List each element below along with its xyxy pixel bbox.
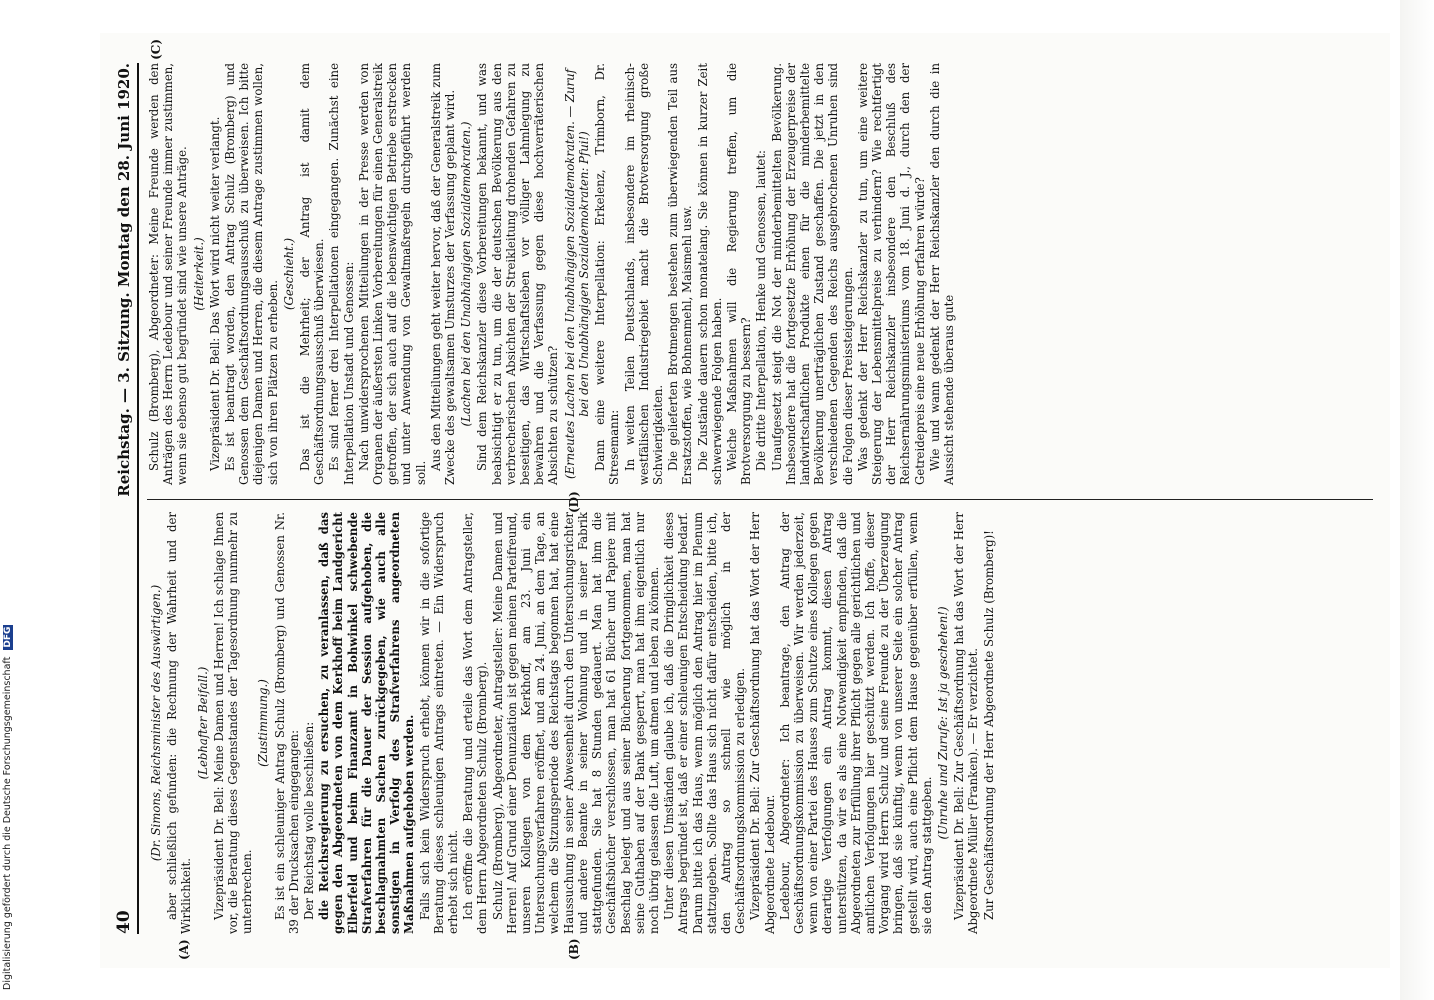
paragraph: Ledebour, Abgeordneter: Ich beantrage, den Antrag der Geschäftsordnungskommission zu überweisen. Wir werden jederzeit, wenn von einer Partei des Hauses zum Schutze eines Kollegen gegen derartige Verfolgungen ein Antrag kommt, diesen Antrag unterstützen, da wir es als eine Notwendigkeit empfinden, daß die Abgeordneten zur Erfüllung ihrer Pflicht gegen alle gerichtlichen und amtlichen Verfolgungen hier geschützt werden. Ich hoffe, dieser Vorgang wird Herrn Schulz und seine Freunde zu der Überzeugung bringen, daß sie künftig, wenn von unserer Seite ein solcher Antrag gestellt wird, auch eine Pflicht dem Hause gegenüber erfüllen, wenn sie den Antrag stattgeben.: [777, 512, 934, 934]
paragraph: Falls sich kein Widerspruch erhebt, können wir in die sofortige Beratung dieses schleunigen Antrags eintreten. — Ein Widerspruch erhebt sich nicht.: [417, 512, 461, 934]
margin-mark-a: (A): [177, 939, 191, 960]
paragraph: Unter diesen Umständen glaube ich, daß die Dringlichkeit dieses Antrags begründet ist, daß er einer schleunigen Entscheidung bedarf. Darum bitte ich das Haus, wenn möglich den Antrag hier im Plenum stattzugeben. Sollte das Haus sich nicht dafür entscheiden, bitte ich, den Antrag so schnell wie möglich in der Geschäftsordnungskommission zu erledigen.: [662, 512, 748, 934]
paragraph: Schulz (Bromberg), Abgeordneter: Meine Freunde werden den Anträgen des Herrn Ledebour und seiner Freunde immer zustimmen, wenn sie ebenso gut begründet sind wie unsere Anträge.: [147, 63, 190, 485]
paragraph: Die gelieferten Brotmengen bestehen zum überwiegenden Teil aus Ersatzstoffen, wie Bohnenmehl, Maismehl usw.: [666, 63, 695, 485]
document-page: [100, 33, 1390, 968]
paragraph: (Dr. Simons, Reichsminister des Auswärtigen.): [149, 584, 163, 862]
paragraph: (Lebhafter Beifall.): [195, 666, 210, 780]
paragraph: Vizepräsident Dr. Bell: Das Wort wird nicht weiter verlangt.: [207, 116, 222, 471]
paragraph: Aus den Mitteilungen geht weiter hervor, daß der Generalstreik zum Zwecke des gewaltsamen Umsturzes der Verfassung geplant wird.: [428, 63, 458, 485]
scan-edge: [1400, 0, 1434, 1000]
paragraph: Der Reichstag wolle beschließen:: [302, 721, 317, 920]
page-number: 40: [114, 910, 134, 934]
paragraph: Zur Geschäftsordnung der Herr Abgeordnete Schulz (Bromberg)!: [981, 530, 996, 920]
paragraph: (Zustimmung.): [256, 679, 271, 767]
left-column-body: [149, 512, 996, 934]
paragraph: Wie und wann gedenkt der Herr Reichskanzler den durch die in Aussicht stehende überaus gute: [927, 63, 956, 485]
dfg-credit: [2, 625, 13, 990]
paragraph: Die Zustände dauern schon monatelang. Sie können in kurzer Zeit schwerwiegende Folgen haben.: [695, 63, 724, 485]
paragraph: aber schließlich gefunden: die Rechnung der Wahrheit und der Wirklichkeit.: [165, 512, 194, 934]
paragraph: Es ist ein schleuniger Antrag Schulz (Bromberg) und Genossen Nr. 39 der Drucksachen eingegangen:: [272, 512, 301, 934]
text-columns: [147, 39, 1373, 960]
paragraph: (Heiterkeit.): [191, 237, 206, 311]
paragraph: (Lachen bei den Unabhängigen Sozialdemokraten.): [459, 121, 474, 427]
paragraph: Dann eine weitere Interpellation: Erkelenz, Trimborn, Dr. Stresemann:: [593, 63, 622, 485]
page-title: Reichstag. — 3. Sitzung. Montag den 28. Juni 1920.: [115, 63, 133, 497]
credit-strip: [0, 0, 16, 1000]
paragraph: Das ist die Mehrheit; der Antrag ist damit dem Geschäftsordnungsausschuß überwiesen.: [298, 63, 327, 485]
paragraph: Vizepräsident Dr. Bell: Meine Damen und Herren! Ich schlage Ihnen vor, die Beratung dieses Gegenstandes der Tagesordnung nunmehr zu unterbrechen.: [211, 512, 255, 934]
credit-text: Digitalisierung gefördert durch die Deutsche Forschungsgemeinschaft: [2, 656, 13, 990]
paragraph: Sind dem Reichskanzler diese Vorbereitungen bekannt, und was beabsichtigt er zu tun, um die der deutschen Bevölkerung aus den verbrecherischen Absichten der Streikleitung drohenden Gefahren zu beseitigen, das Wirtschaftsleben vor völliger Lahmlegung zu bewahren und die Verfassung gegen diese hochverräterischen Absichten zu schützen?: [475, 63, 561, 485]
paragraph: Nach unwidersprochenen Mitteilungen in der Presse werden von Organen der äußersten Linken Vorbereitungen für einen Generalstreik getroffen, der sich auch auf die lebenswichtigen Betriebe erstrecken und unter Anwendung von Gewaltmaßregeln durchgeführt werden soll.: [356, 63, 428, 485]
paragraph: Vizepräsident Dr. Bell: Zur Geschäftsordnung hat das Wort der Herr Abgeordnete Ledebour.: [748, 512, 777, 934]
paragraph: In weiten Teilen Deutschlands, insbesondere im rheinisch-westfälischen Industriegebiet macht die Brotversorgung große Schwierigkeiten.: [622, 63, 665, 485]
paragraph: Vizepräsident Dr. Bell: Zur Geschäftsordnung hat das Wort der Herr Abgeordnete Müller (Franken). — Er verzichtet.: [952, 512, 981, 934]
margin-mark-d: (D): [567, 491, 581, 513]
margin-mark-c: (C): [149, 39, 163, 60]
right-column-body: [147, 63, 956, 485]
paragraph: Welche Maßnahmen will die Regierung treffen, um die Brotversorgung zu bessern?: [724, 63, 754, 485]
paragraph: die Reichsregierung zu ersuchen, zu veranlassen, daß das gegen den Abgeordneten von dem Kerkhoff beim Landgericht Elberfeld und beim Finanzamt in Bohwinkel schwebende Strafverfahren für die Dauer der Session aufgehoben, die beschlagnahmten Sachen zurückgegeben, wie auch alle sonstigen in Verfolg des Strafverfahrens angeordneten Maßnahmen aufgehoben werden.: [317, 512, 417, 934]
paragraph: Unaufgesetzt steigt die Not der minderbemittelten Bevölkerung. Insbesondere hat die fortgesetzte Erhöhung der Erzeugerpreise der landwirtschaftlichen Produkte einen für die minderbemittelte Bevölkerung unerträglichen Zustand geschaffen. Die jetzt in den verschiedenen Gegenden des Reichs ausgebrochenen Unruhen sind die Folgen dieser Preissteigerungen.: [769, 63, 855, 485]
margin-mark-b: (B): [567, 938, 581, 960]
paragraph: (Geschieht.): [281, 237, 296, 311]
paragraph: Was gedenkt der Herr Reichskanzler zu tun, um eine weitere Steigerung der Lebensmittelpreise zu verhindern? Wie rechtfertigt der Herr Reichskanzler insbesondere den Beschluß des Reichsernährungsministeriums vom 18. Juni d. J., durch den der Getreidepreis eine neue Erhöhung erfahren würde?: [855, 63, 927, 485]
page-header: [114, 63, 139, 934]
dfg-logo: DFG: [3, 626, 13, 648]
paragraph: Die dritte Interpellation, Henke und Genossen, lautet:: [754, 150, 769, 471]
paragraph: Schulz (Bromberg), Abgeordneter, Antragsteller: Meine Damen und Herren! Auf Grund einer Denunziation ist gegen meinen Parteifreund, unseren Kollegen von dem Kerkhoff, am 23. Juni ein Untersuchungsverfahren eröffnet, und am 24. Juni, an dem Tage, an welchem die Sitzungsperiode des Reichstags begonnen hat, hat eine Haussuchung in seiner Abwesenheit durch den Untersuchungsrichter und andere Beamte in seiner Wohnung und in seiner Fabrik stattgefunden. Sie hat 8 Stunden gedauert. Man hat ihm die Geschäftsbücher verschlossen, man hat 61 Bücher und Papiere mit Beschlag belegt und aus seiner Bücherung fortgenommen, man hat seine Guthaben auf der Bank gesperrt, man hat ihm eigentlich nur noch übrig gelassen die Luft, um atmen und leben zu können.: [490, 512, 661, 934]
paragraph: Es ist beantragt worden, den Antrag Schulz (Bromberg) und Genossen dem Geschäftsordnungsausschuß zu überweisen. Ich bitte diejenigen Damen und Herren, die diesem Antrage zustimmen wollen, sich von ihren Plätzen zu erheben.: [223, 63, 280, 485]
paragraph: (Erneutes Lachen bei den Unabhängigen Sozialdemokraten. — Zuruf bei den Unabhängigen Sozialdemokraten: Pfui!): [562, 69, 591, 479]
right-column: [147, 39, 1373, 513]
paragraph: (Unruhe und Zurufe: Ist ja geschehen!): [935, 606, 950, 840]
left-column: [147, 499, 1373, 960]
paragraph: Ich eröffne die Beratung und erteile das Wort dem Antragsteller, dem Herrn Abgeordneten Schulz (Bromberg).: [461, 512, 490, 934]
paragraph: Es sind ferner drei Interpellationen eingegangen. Zunächst eine Interpellation Unstadt und Genossen:: [327, 63, 356, 485]
